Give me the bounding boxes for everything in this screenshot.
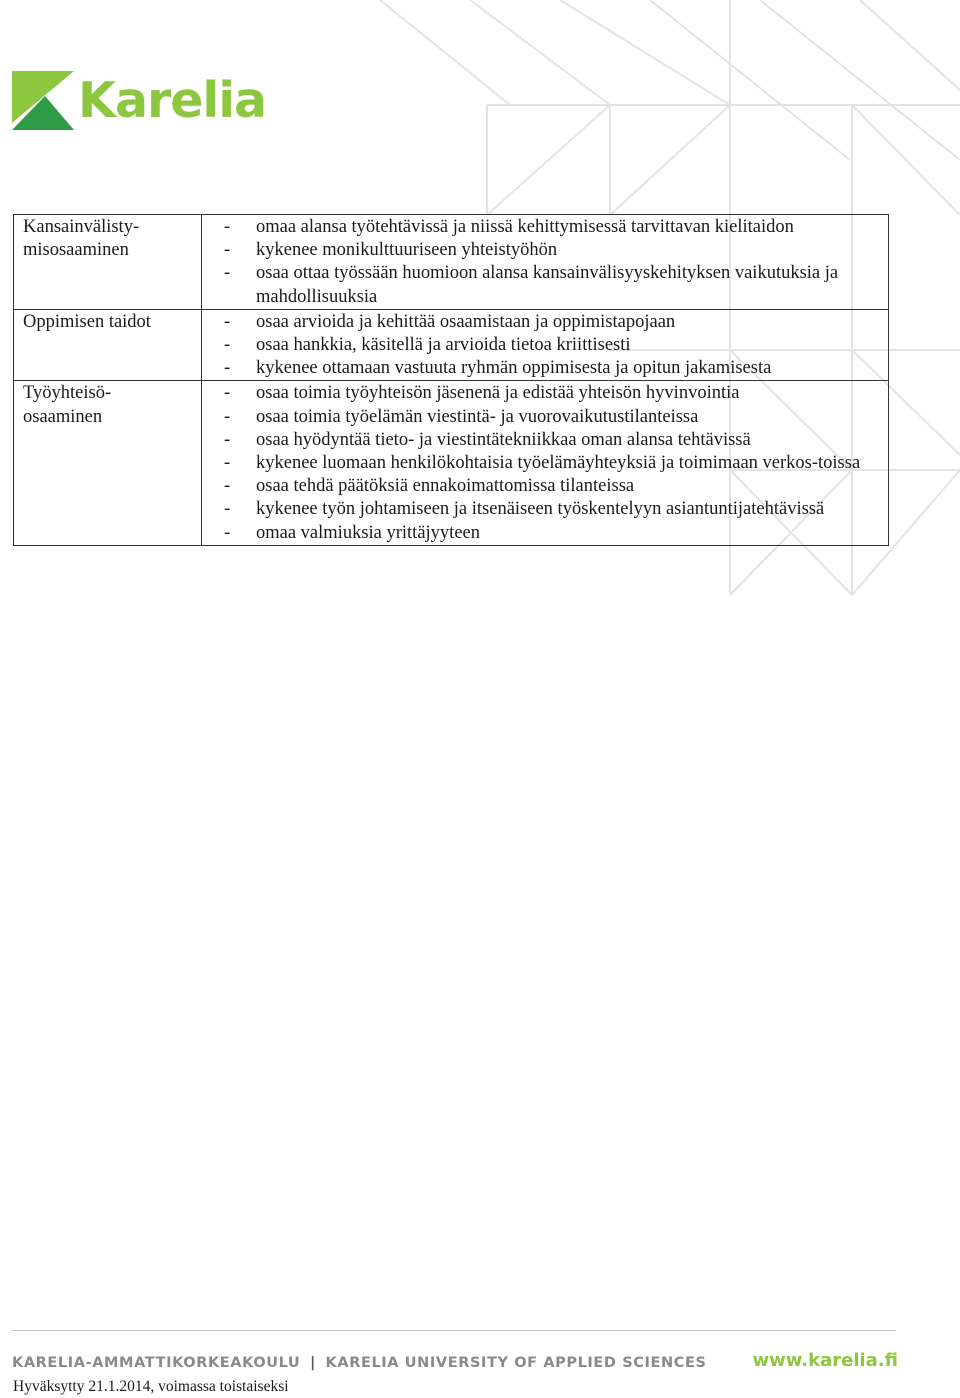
competence-category xyxy=(14,309,202,381)
competence-item: - kykenee monikulttuuriseen yhteistyöhön xyxy=(224,239,878,262)
competence-item: - osaa tehdä päätöksiä ennakoimattomissa tilanteissa xyxy=(224,475,878,498)
competence-category xyxy=(14,381,202,545)
category-label-line: Työyhteisö- xyxy=(23,383,112,404)
category-label-line: Oppimisen taidot xyxy=(23,311,151,332)
category-label-line: Kansainvälisty- xyxy=(23,217,140,237)
competence-list xyxy=(224,311,878,381)
competence-item: - omaa alansa työtehtävissä ja niissä kehittymisessä tarvittavan kielitaidon xyxy=(224,216,878,239)
competence-item: - omaa valmiuksia yrittäjyyteen xyxy=(224,522,878,545)
competence-item: - osaa ottaa työssään huomioon alansa kansainvälisyyskehityksen vaikutuksia ja mahdollisuuksia xyxy=(224,262,878,308)
school-name-en: KARELIA UNIVERSITY OF APPLIED SCIENCES xyxy=(325,1355,707,1371)
competence-row xyxy=(14,309,889,381)
competence-item: - osaa toimia työelämän viestintä- ja vuorovaikutustilanteissa xyxy=(224,406,878,429)
category-label-line: osaaminen xyxy=(23,406,103,427)
school-name-fi: KARELIA-AMMATTIKORKEAKOULU xyxy=(12,1355,301,1371)
competence-row xyxy=(14,381,889,545)
competence-list xyxy=(224,216,878,309)
competence-item: - osaa toimia työyhteisön jäsenenä ja edistää yhteisön hyvinvointia xyxy=(224,382,878,405)
footer-school-names xyxy=(12,1355,707,1371)
footer-website-link[interactable]: www.karelia.fi xyxy=(752,1350,898,1371)
competence-table xyxy=(13,214,889,546)
competence-item: - osaa arvioida ja kehittää osaamistaan ja oppimistapojaan xyxy=(224,311,878,334)
competence-item: - kykenee työn johtamiseen ja itsenäiseen työskentelyyn asiantuntijatehtävissä xyxy=(224,498,878,521)
competence-list xyxy=(224,382,878,544)
competence-items-cell xyxy=(202,215,889,310)
approval-note: Hyväksytty 21.1.2014, voimassa toistaiseksi xyxy=(13,1378,289,1395)
competence-item: - kykenee luomaan henkilökohtaisia työelämäyhteyksiä ja toimimaan verkos-toissa xyxy=(224,452,878,475)
category-label-line: misosaaminen xyxy=(23,240,129,261)
competence-row xyxy=(14,215,889,310)
competence-items-cell xyxy=(202,309,889,381)
footer-separator: | xyxy=(309,1355,316,1371)
competence-item: - osaa hyödyntää tieto- ja viestintätekniikkaa oman alansa tehtävissä xyxy=(224,429,878,452)
competence-item: - osaa hankkia, käsitellä ja arvioida tietoa kriittisesti xyxy=(224,334,878,357)
competence-item: - kykenee ottamaan vastuuta ryhmän oppimisesta ja opitun jakamisesta xyxy=(224,357,878,380)
karelia-logo-wordmark: Karelia xyxy=(78,72,267,129)
competence-category xyxy=(14,215,202,310)
competence-items-cell xyxy=(202,381,889,545)
footer-divider xyxy=(12,1330,896,1331)
